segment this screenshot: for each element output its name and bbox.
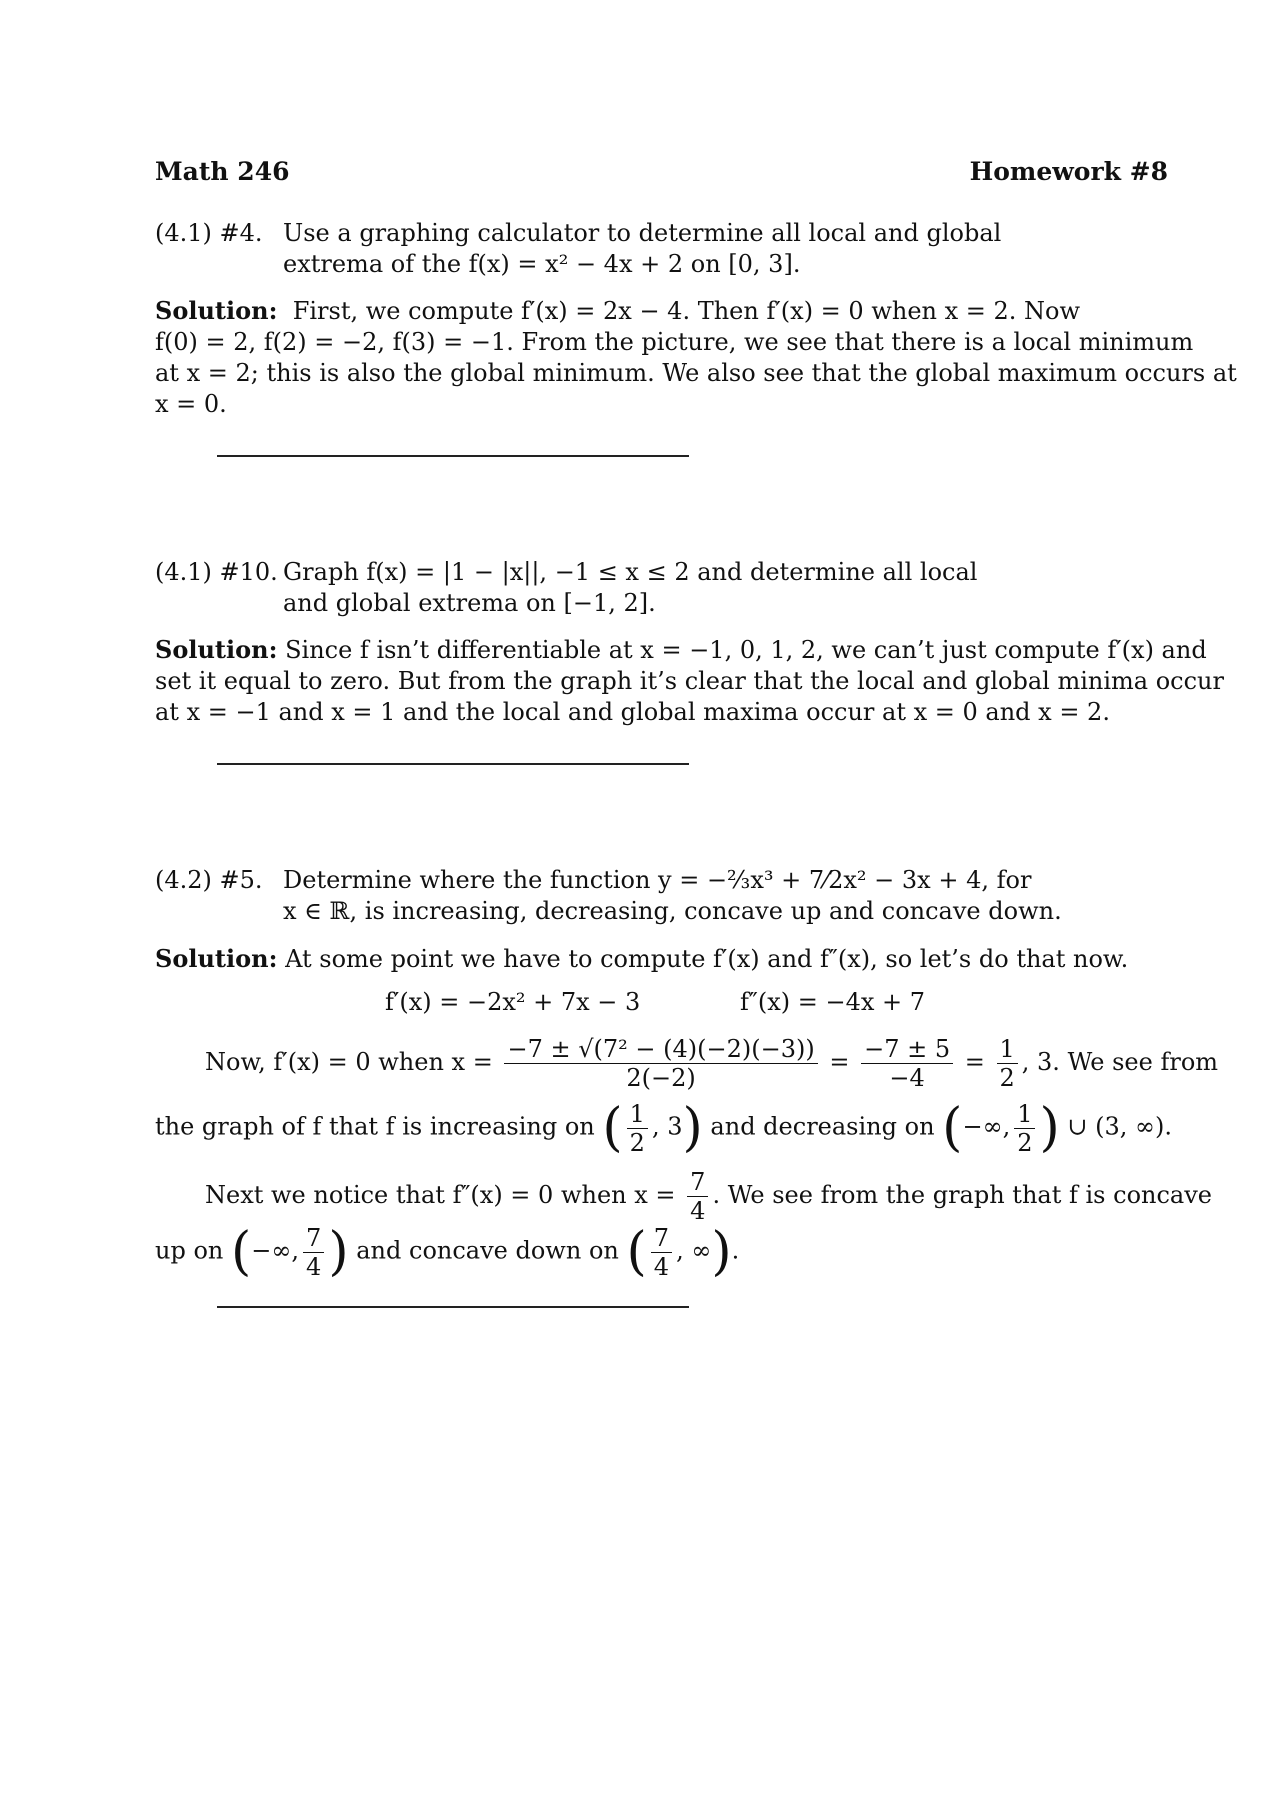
right-paren: ) [711,1222,732,1282]
solution-label: Solution: [155,635,278,664]
simplified-numerator: −7 ± 5 [861,1035,953,1064]
decreasing-text: and decreasing on [710,1112,935,1141]
half-fraction [1014,1100,1035,1157]
half-denominator: 2 [999,1064,1015,1092]
problem-statement [155,557,1168,619]
statement-line: Use a graphing calculator to determine all local and global [283,219,1002,247]
quadratic-formula-line [205,1035,1218,1092]
interval-head: −∞, [251,1236,300,1265]
problem-statement [155,218,1168,280]
separator-rule [217,1306,689,1308]
monotonicity-line [155,1098,1172,1158]
seven-numerator: 7 [303,1224,324,1253]
left-paren: ( [231,1222,252,1282]
quadratic-numerator: −7 ± √(7² − (4)(−2)(−3)) [504,1035,817,1064]
problem-number: (4.2) #5. [155,866,263,894]
equals-sign: = [829,1048,850,1076]
half-fraction [627,1100,648,1157]
quadratic-denominator: 2(−2) [626,1064,696,1092]
simplified-fraction [861,1035,953,1092]
seven-fourths-fraction [651,1224,672,1281]
solution-line: f(0) = 2, f(2) = −2, f(3) = −1. From the picture, we see that there is a local minimum [155,328,1194,356]
solution-block [155,295,1237,420]
next-tail: . We see from the graph that f is concave [712,1181,1212,1209]
half-numerator: 1 [997,1035,1018,1064]
solution-line: At some point we have to compute f′(x) and f″(x), so let’s do that now. [285,945,1129,973]
problem-statement [155,865,1168,927]
final-period: . [731,1236,740,1265]
statement-line: Graph f(x) = |1 − |x||, −1 ≤ x ≤ 2 and determine all local [283,558,978,586]
roots-tail: , 3. We see from [1021,1048,1219,1076]
up-text: up on [155,1236,224,1265]
right-paren: ) [1039,1098,1060,1158]
solution-label: Solution: [155,296,278,325]
solution-block [155,943,1168,975]
concavity-intervals-line [155,1222,739,1282]
solution-line: First, we compute f′(x) = 2x − 4. Then f′(x) = 0 when x = 2. Now [292,297,1081,325]
increasing-text: the graph of f that f is increasing on [155,1112,595,1141]
solution-line: at x = 2; this is also the global minimum. We also see that the global maximum occurs at [155,359,1237,387]
left-paren: ( [602,1098,623,1158]
seven-fourths-fraction [687,1168,708,1225]
left-paren: ( [942,1098,963,1158]
statement-line: extrema of the f(x) = x² − 4x + 2 on [0, 3]. [283,250,801,278]
left-paren: ( [626,1222,647,1282]
statement-line: and global extrema on [−1, 2]. [283,589,656,617]
seven-fourths-fraction [303,1224,324,1281]
separator-rule [217,455,689,457]
equals-sign: = [964,1048,985,1076]
concavity-line [205,1168,1212,1225]
problem-number: (4.1) #10. [155,558,278,586]
statement-line: Determine where the function y = −⅔x³ + 7⁄2x² − 3x + 4, for [283,866,1032,894]
solution-line: at x = −1 and x = 1 and the local and global maxima occur at x = 0 and x = 2. [155,698,1110,726]
interval-head: −∞, [962,1112,1011,1141]
now-text: Now, f′(x) = 0 when x = [205,1048,493,1076]
solution-line: set it equal to zero. But from the graph it’s clear that the local and global minima occur [155,667,1224,695]
simplified-denominator: −4 [889,1064,925,1092]
half-numerator: 1 [627,1100,648,1129]
right-paren: ) [328,1222,349,1282]
fprime-equation: f′(x) = −2x² + 7x − 3 [385,988,641,1016]
separator-rule [217,763,689,765]
statement-line: x ∈ ℝ, is increasing, decreasing, concave up and concave down. [283,897,1062,925]
four-denominator: 4 [306,1252,322,1281]
solution-label: Solution: [155,944,278,973]
union-text: ∪ (3, ∞). [1067,1112,1173,1141]
course-title: Math 246 [155,157,290,186]
four-denominator: 4 [690,1197,706,1225]
interval-tail: , 3 [651,1112,683,1141]
four-denominator: 4 [653,1252,670,1281]
down-text: and concave down on [356,1236,619,1265]
half-fraction [997,1035,1018,1092]
half-denominator: 2 [629,1128,645,1157]
seven-numerator: 7 [651,1224,672,1253]
next-text: Next we notice that f″(x) = 0 when x = [205,1181,676,1209]
assignment-title: Homework #8 [969,157,1168,186]
problem-number: (4.1) #4. [155,219,263,247]
fdoubleprime-equation: f″(x) = −4x + 7 [740,988,926,1016]
quadratic-fraction [504,1035,817,1092]
solution-line: x = 0. [155,390,227,418]
seven-numerator: 7 [687,1168,708,1197]
half-denominator: 2 [1017,1128,1033,1157]
solution-block [155,634,1224,728]
interval-tail: , ∞ [676,1236,712,1265]
half-numerator: 1 [1014,1100,1035,1129]
solution-line: Since f isn’t differentiable at x = −1, 0, 1, 2, we can’t just compute f′(x) and [285,636,1207,664]
right-paren: ) [682,1098,703,1158]
